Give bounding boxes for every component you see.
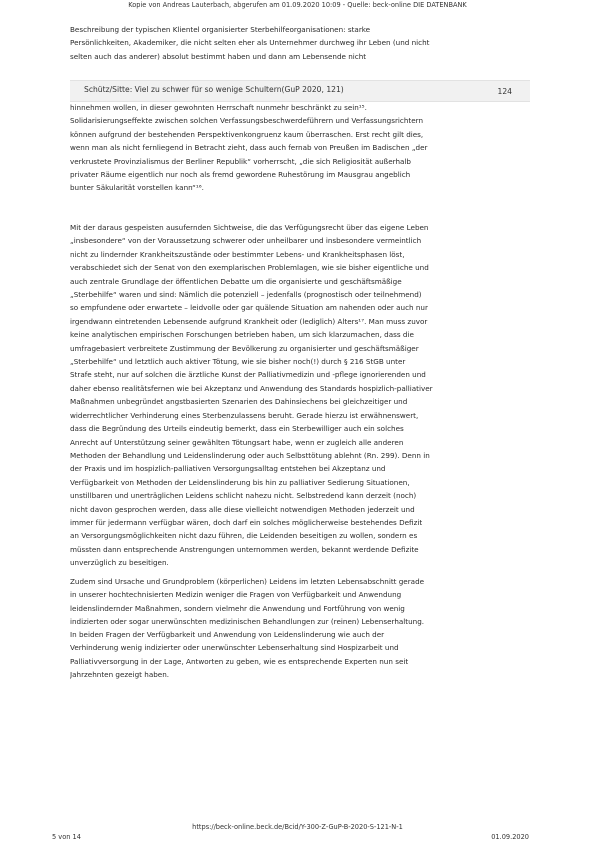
citation-page-number: 124: [497, 87, 512, 96]
text-line: In beiden Fragen der Verfügbarkeit und Anwendung von Leidenslinderung wie auch der: [70, 630, 385, 639]
body-paragraph: [70, 221, 530, 570]
text-line: hinnehmen wollen, in dieser gewohnten Herrschaft nunmehr beschränkt zu sein¹⁵.: [70, 103, 367, 112]
text-line: immer für jedermann verfügbar wären, doch darf ein solches möglicherweise bestehendes Defizit: [70, 517, 423, 527]
footer-url[interactable]: https://beck-online.beck.de/Bcid/Y-300-Z-GuP-B-2020-S-121-N-1: [192, 823, 403, 831]
text-line: verkrustete Provinzialismus der Berliner Republik“ vorherrscht, „die sich Religiosität außerhalb: [70, 156, 411, 166]
body-paragraph: [70, 575, 530, 629]
footer-date: 01.09.2020: [491, 833, 529, 841]
text-line: keine analytischen empirischen Forschungen betrieben haben, um sich klarzumachen, dass die: [70, 330, 414, 340]
text-line: unverzüglich zu beseitigen.: [70, 558, 169, 568]
text-line: „Sterbehilfe“ und letztlich auch aktiver Tötung, wie sie bisher noch(!) durch § 216 StGB unter: [70, 357, 406, 367]
text-line: „insbesondere“ von der Voraussetzung schwerer oder unheilbarer und insbesondere vermeintlich: [70, 236, 422, 246]
body-paragraph: [70, 628, 530, 682]
text-line: so empfundene oder erwartete – leidvolle oder gar quälende Situation am nahenden oder auch nur: [70, 303, 428, 313]
text-line: Jahrzehnten gezeigt haben.: [70, 670, 170, 680]
text-line: nicht davon gesprochen werden, dass alle diese vielleicht notwendigen Methoden jederzeit und: [70, 504, 415, 514]
text-line: Palliativversorgung in der Lage, Antworten zu geben, wie es entsprechende Experten nun seit: [70, 656, 409, 666]
text-line: auch zentrale Grundlage der öffentlichen Debatte um die organisierte und geschäftsmäßige: [70, 276, 402, 286]
text-line: nicht zu lindernder Krankheitszustände oder bestimmter Lebens- und Krankheitsphasen löst,: [70, 249, 405, 259]
text-line: privater Räume eigentlich nur noch als fremd gewordene Ruhestörung im Mausgrau angeblich: [70, 170, 411, 180]
text-line: Maßnahmen unbegründet angstbasierten Szenarien des Dahinsiechens bei gleichzeitiger und: [70, 397, 408, 407]
citation-banner: [70, 80, 530, 102]
text-line: Beschreibung der typischen Klientel organisierter Sterbehilfeorganisationen: starke: [70, 25, 371, 34]
text-line: Strafe steht, nur auf solchen die ärztliche Kunst der Palliativmedizin und -pflege ignorierenden und: [70, 370, 426, 380]
text-line: verabschiedet sich der Senat von den exemplarischen Problemlagen, wie sie bisher eigentliche und: [70, 263, 429, 273]
text-line: indizierten oder sogar unerwünschten medizinischen Behandlungen zur (reinen) Lebenserhaltung.: [70, 617, 425, 627]
text-line: Zudem sind Ursache und Grundproblem (körperlichen) Leidens im letzten Lebensabschnitt gerade: [70, 577, 425, 586]
text-line: können aufgrund der bestehenden Perspektivenkongruenz kaum überraschen. Erst recht gilt dies,: [70, 129, 424, 139]
text-line: selten auch das anderer) absolut bestimmt haben und dann am Lebensende nicht: [70, 51, 367, 61]
text-line: unstillbaren und unerträglichen Leidens schlicht nahezu nicht. Selbstredend kann derzeit (noch): [70, 491, 417, 501]
text-line: Mit der daraus gespeisten ausufernden Sichtweise, die das Verfügungsrecht über das eigene Leben: [70, 223, 429, 232]
text-line: müssten dann entsprechende Anstrengungen unternommen werden, bekannt werdende Defizite: [70, 544, 419, 554]
text-line: bunter Säkularität vorstellen kann“¹⁶.: [70, 183, 204, 193]
text-line: „Sterbehilfe“ waren und sind: Nämlich die potenziell – jedenfalls (prognostisch oder teilnehmend): [70, 290, 422, 300]
intro-paragraph: [70, 23, 530, 63]
text-line: Anrecht auf Unterstützung seiner gewählten Tötungsart habe, wenn er zugleich alle anderen: [70, 437, 404, 447]
source-header-line: Kopie von Andreas Lauterbach, abgerufen am 01.09.2020 10:09 - Quelle: beck-online DIE DATENBANK: [128, 1, 467, 9]
text-line: leidenslindernder Maßnahmen, sondern vielmehr die Anwendung und Fortführung von wenig: [70, 603, 405, 613]
text-line: Verfügbarkeit von Methoden der Leidenslinderung bis hin zu palliativer Sedierung Situationen,: [70, 477, 410, 487]
text-line: in unserer hochtechnisierten Medizin weniger die Fragen von Verfügbarkeit und Anwendung: [70, 590, 402, 600]
text-line: Persönlichkeiten, Akademiker, die nicht selten eher als Unternehmer durchweg ihr Leben (und nicht: [70, 38, 430, 48]
text-line: an Versorgungsmöglichkeiten nicht dazu führen, die Leidenden beseitigen zu wollen, sondern es: [70, 531, 418, 541]
text-line: Solidarisierungseffekte zwischen solchen Verfassungsbeschwerdeführern und Verfassungsrichtern: [70, 116, 424, 126]
text-line: widerrechtlicher Verhinderung eines Sterbenzulassens beruht. Gerade hierzu ist erwähnenswert,: [70, 410, 419, 420]
text-line: dass die Begründung des Urteils eindeutig bemerkt, dass ein Sterbewilliger auch ein solches: [70, 424, 404, 434]
body-paragraph: [70, 101, 530, 195]
text-line: umfragebasiert verbreitete Zustimmung der Bevölkerung zu organisierter und geschäftsmäßiger: [70, 343, 419, 353]
citation-title: Schütz/Sitte: Viel zu schwer für so wenige Schultern(GuP 2020, 121): [84, 85, 344, 94]
text-line: irgendwann eintretenden Lebensende aufgrund Krankheit oder (lediglich) Alters¹⁷. Man muss zuvor: [70, 316, 428, 326]
text-line: der Praxis und im hospizlich-palliativen Versorgungsalltag entstehen bei Akzeptanz und: [70, 464, 386, 474]
text-line: wenn man als nicht fernliegend in Betracht zieht, dass auch fernab von Preußen im Badischen „der: [70, 143, 428, 153]
text-line: daher ebenso realitätsfernen wie bei Akzeptanz und Anwendung des Standards hospizlich-palliativer: [70, 383, 433, 393]
footer-page-count: 5 von 14: [52, 833, 81, 841]
text-line: Methoden der Behandlung und Leidenslinderung oder auch Selbsttötung ablehnt (Rn. 299). Denn in: [70, 450, 430, 460]
text-line: Verhinderung wenig indizierter oder unerwünschter Lebenserhaltung sind Hospizarbeit und: [70, 643, 399, 653]
